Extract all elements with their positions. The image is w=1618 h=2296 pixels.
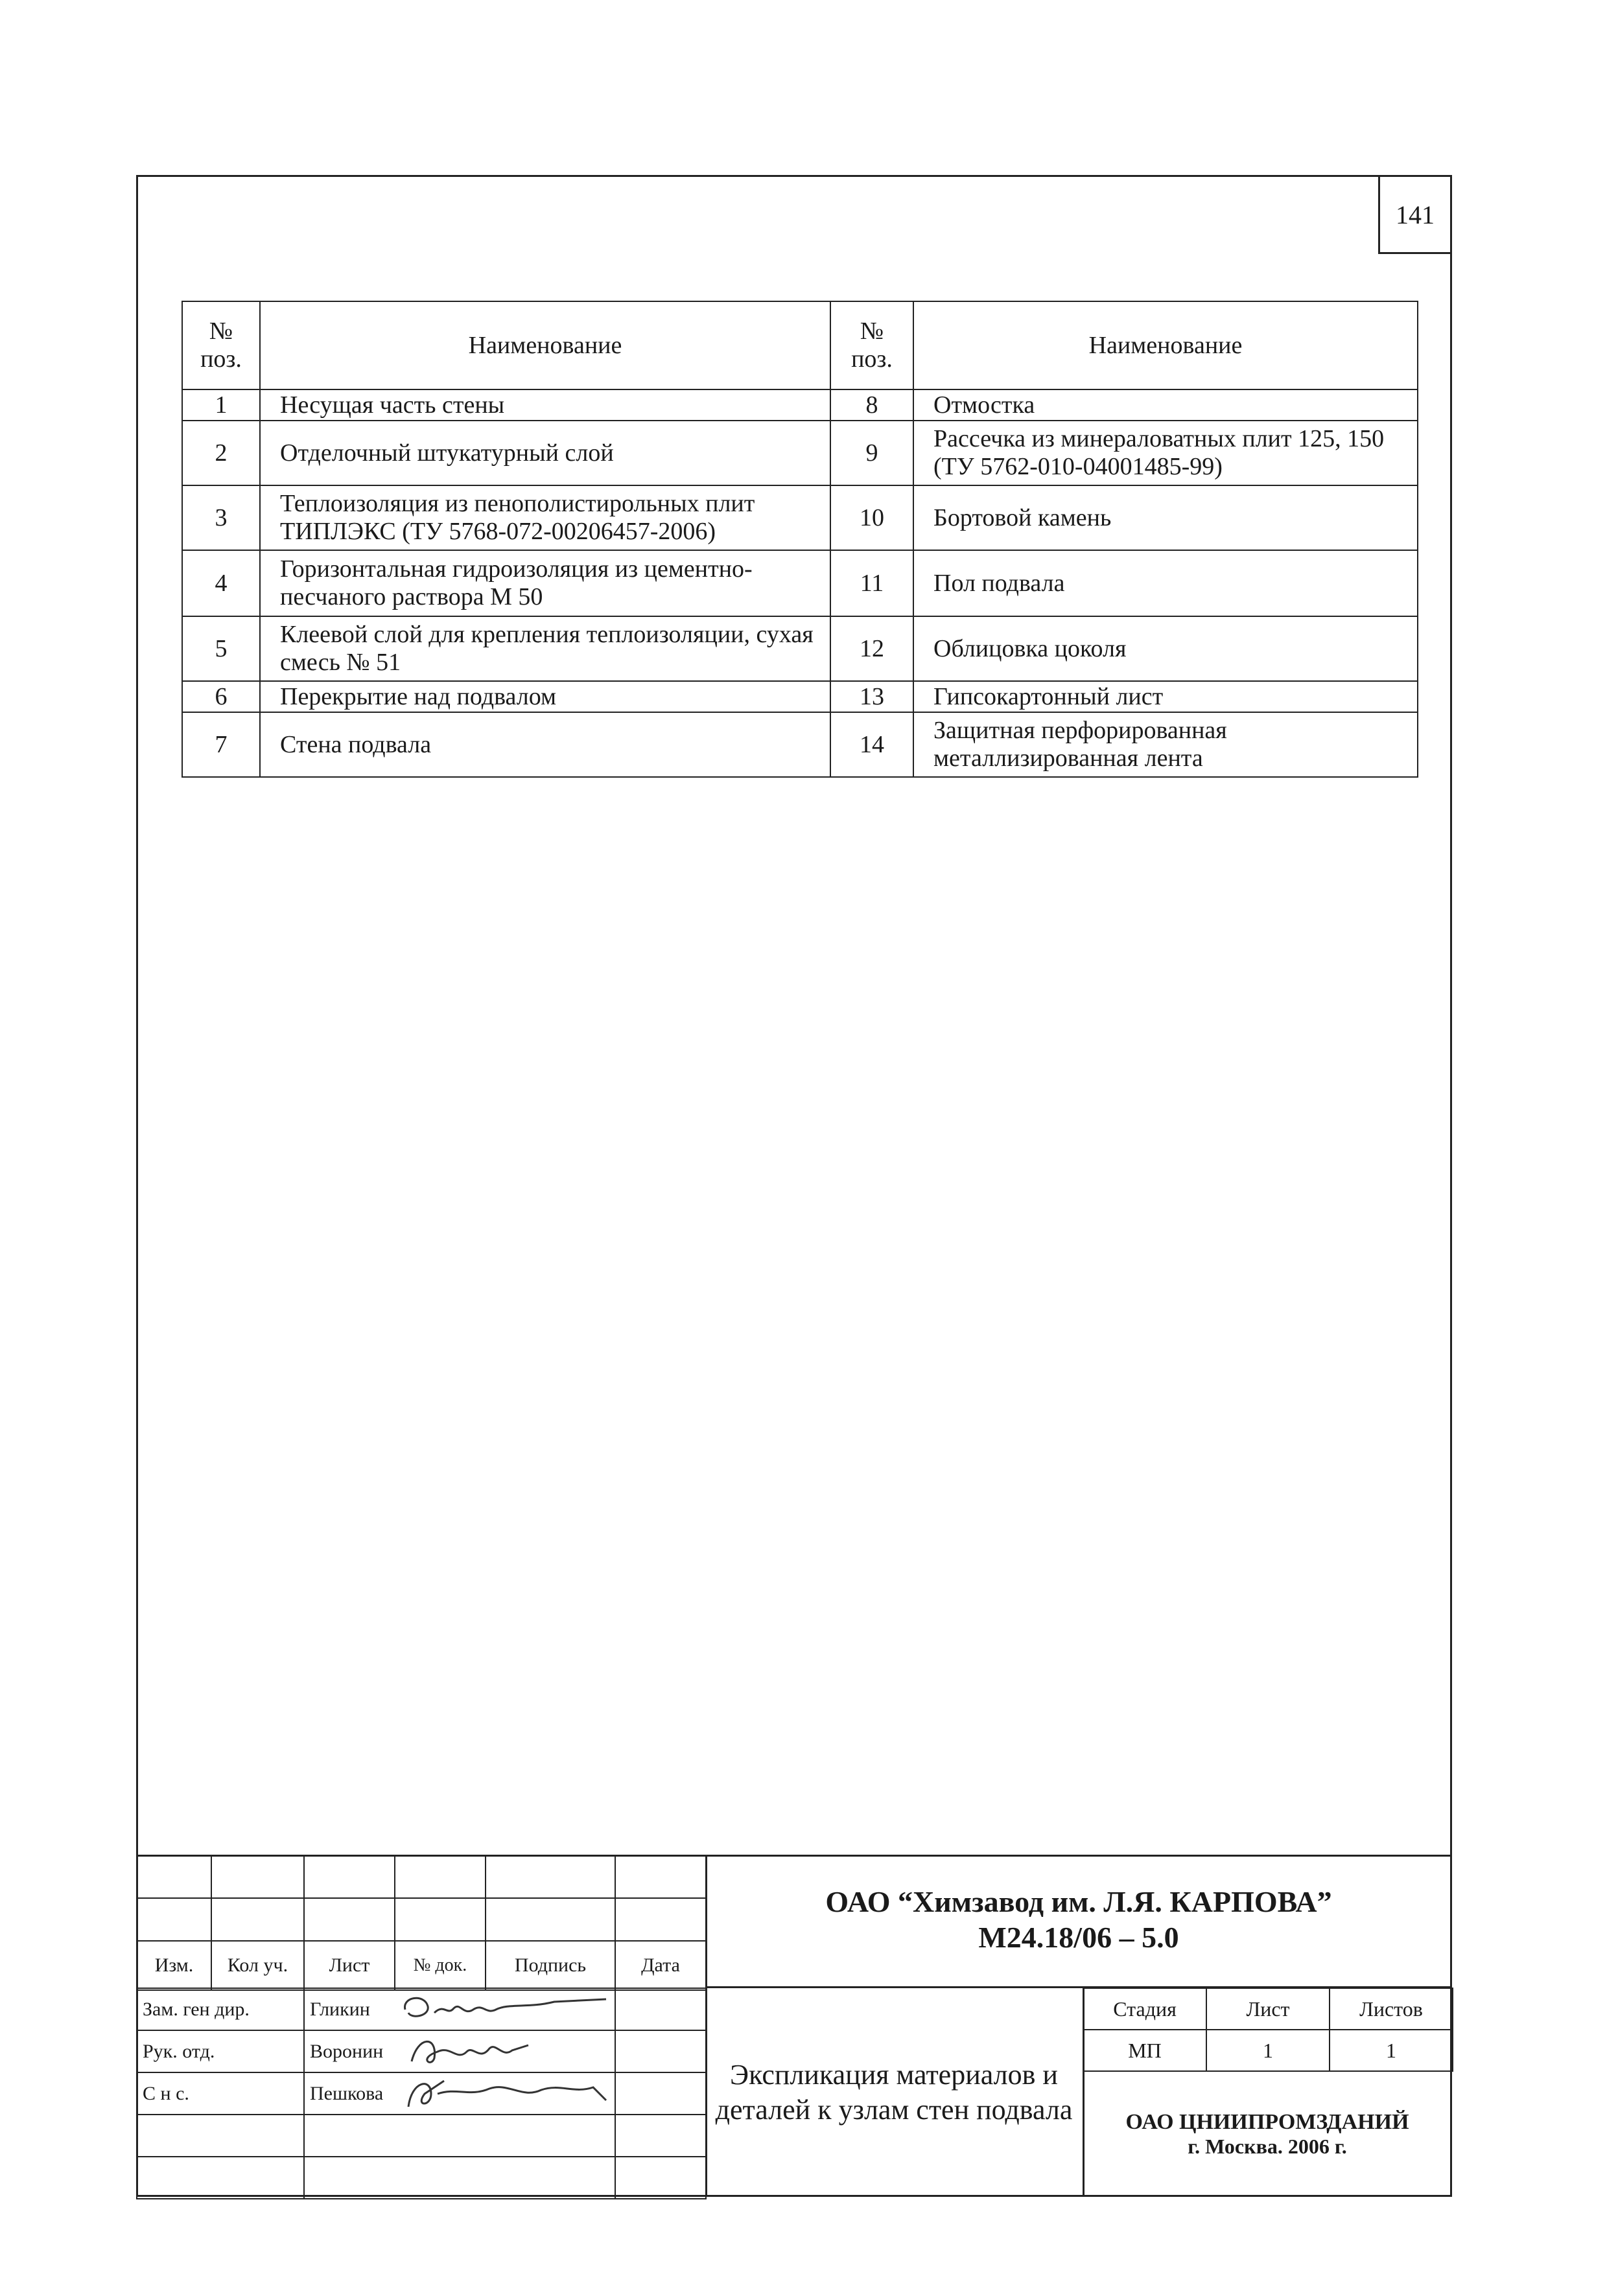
signature xyxy=(395,2030,615,2072)
rev-header-signature: Подпись xyxy=(486,1941,615,1990)
position-abbr: поз. xyxy=(200,345,242,373)
material-name: Перекрытие над подвалом xyxy=(260,681,830,712)
material-name: Горизонтальная гидроизоляция из цементно-песчаного раствора М 50 xyxy=(260,550,830,616)
institute-name: ОАО ЦНИИПРОМЗДАНИЙ xyxy=(1125,2110,1409,2134)
rev-header-date: Дата xyxy=(615,1941,706,1990)
signature xyxy=(395,2072,615,2115)
material-name: Гипсокартонный лист xyxy=(913,681,1418,712)
position-number: 1 xyxy=(182,389,260,421)
explication-table xyxy=(182,301,1418,778)
table-row xyxy=(182,485,1418,550)
signatory-row xyxy=(137,1988,706,2030)
signatory-name: Воронин xyxy=(304,2030,395,2072)
position-number: 9 xyxy=(830,421,913,485)
material-name: Несущая часть стены xyxy=(260,389,830,421)
position-number: 3 xyxy=(182,485,260,550)
rev-header-count: Кол уч. xyxy=(211,1941,304,1990)
position-number: 8 xyxy=(830,389,913,421)
position-header xyxy=(182,301,260,389)
signatory-row xyxy=(137,2072,706,2115)
signature-grid xyxy=(136,1988,707,2199)
stage-table xyxy=(1083,1988,1453,2072)
signatory-role: Зам. ген дир. xyxy=(137,1988,304,2030)
rev-header-doc: № док. xyxy=(395,1941,486,1990)
stage-value: МП xyxy=(1083,2030,1206,2071)
table-row xyxy=(182,616,1418,681)
explication-header-row xyxy=(182,301,1418,389)
material-name: Отмостка xyxy=(913,389,1418,421)
handwritten-signature xyxy=(399,2032,613,2070)
name-header: Наименование xyxy=(260,301,830,389)
document-code: М24.18/06 – 5.0 xyxy=(978,1921,1179,1954)
document-title: Экспликация материалов и деталей к узлам стен подвала xyxy=(715,2058,1073,2126)
institute-block xyxy=(1083,2072,1452,2197)
sheets-value: 1 xyxy=(1330,2030,1453,2071)
material-name: Теплоизоляция из пенополистирольных плит ТИПЛЭКС (ТУ 5768-072-00206457-2006) xyxy=(260,485,830,550)
position-number: 4 xyxy=(182,550,260,616)
institute-city-year: г. Москва. 2006 г. xyxy=(1188,2135,1347,2158)
revision-grid xyxy=(136,1855,707,1991)
stage-header: Стадия xyxy=(1083,1988,1206,2030)
signatory-row xyxy=(137,2030,706,2072)
position-number: 12 xyxy=(830,616,913,681)
material-name: Клеевой слой для крепления теплоизоляции, сухая смесь № 51 xyxy=(260,616,830,681)
material-name: Защитная перфорированная металлизированная лента xyxy=(913,712,1418,777)
position-header xyxy=(830,301,913,389)
table-row xyxy=(182,389,1418,421)
position-number: 14 xyxy=(830,712,913,777)
sheets-header: Листов xyxy=(1330,1988,1453,2030)
signatory-name: Гликин xyxy=(304,1988,395,2030)
material-name: Облицовка цоколя xyxy=(913,616,1418,681)
position-number: 11 xyxy=(830,550,913,616)
position-number: 2 xyxy=(182,421,260,485)
organization-name: ОАО “Химзавод им. Л.Я. КАРПОВА” xyxy=(825,1884,1332,1918)
rev-header-change: Изм. xyxy=(137,1941,211,1990)
signatory-role: Рук. отд. xyxy=(137,2030,304,2072)
revision-header-row xyxy=(137,1941,706,1990)
sheet-header: Лист xyxy=(1206,1988,1330,2030)
organization-block xyxy=(705,1855,1452,1984)
handwritten-signature xyxy=(399,2074,613,2112)
rev-header-sheet: Лист xyxy=(304,1941,395,1990)
position-number: 6 xyxy=(182,681,260,712)
material-name: Стена подвала xyxy=(260,712,830,777)
position-number: 7 xyxy=(182,712,260,777)
table-row xyxy=(182,681,1418,712)
signatory-role: С н с. xyxy=(137,2072,304,2115)
table-row xyxy=(182,421,1418,485)
table-row xyxy=(182,550,1418,616)
number-sign: № xyxy=(860,318,884,345)
signature xyxy=(395,1988,615,2030)
material-name: Бортовой камень xyxy=(913,485,1418,550)
page-number: 141 xyxy=(1378,175,1452,254)
material-name: Отделочный штукатурный слой xyxy=(260,421,830,485)
title-block xyxy=(136,1855,1452,2197)
sheet-value: 1 xyxy=(1206,2030,1330,2071)
name-header: Наименование xyxy=(913,301,1418,389)
table-row xyxy=(182,712,1418,777)
material-name: Рассечка из минераловатных плит 125, 150 (ТУ 5762-010-04001485-99) xyxy=(913,421,1418,485)
handwritten-signature xyxy=(399,1990,613,2028)
material-name: Пол подвала xyxy=(913,550,1418,616)
position-number: 13 xyxy=(830,681,913,712)
position-number: 5 xyxy=(182,616,260,681)
signatory-name: Пешкова xyxy=(304,2072,395,2115)
position-number: 10 xyxy=(830,485,913,550)
position-abbr: поз. xyxy=(851,345,893,373)
number-sign: № xyxy=(209,318,233,345)
